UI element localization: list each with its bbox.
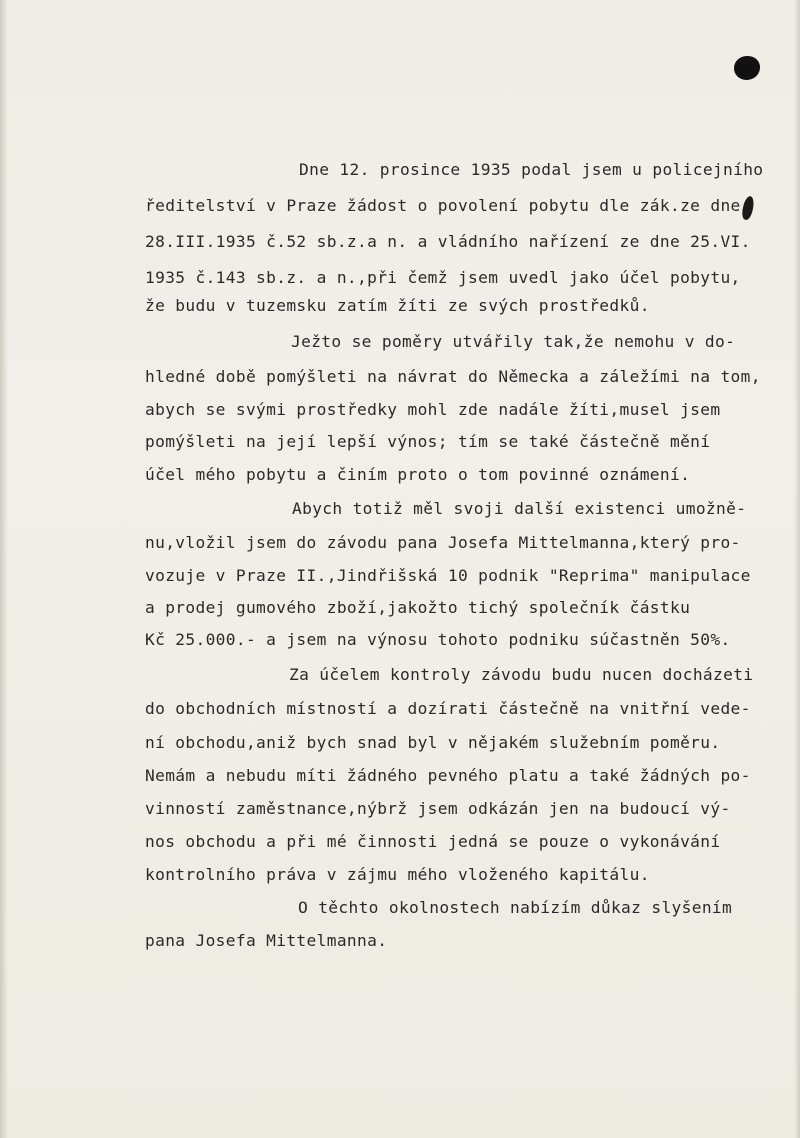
text-line: Kč 25.000.- a jsem na výnosu tohoto podniku súčastněn 50%.	[145, 630, 731, 649]
text-line: ní obchodu,aniž bych snad byl v nějakém služebním poměru.	[145, 733, 721, 752]
text-line: nos obchodu a při mé činnosti jedná se pouze o vykonávání	[145, 832, 721, 851]
text-line: a prodej gumového zboží,jakožto tichý společník částku	[145, 598, 691, 617]
text-line: nu,vložil jsem do závodu pana Josefa Mittelmanna,který pro-	[145, 533, 741, 552]
text-line: O těchto okolnostech nabízím důkaz slyšením	[298, 898, 733, 917]
text-line: že budu v tuzemsku zatím žíti ze svých prostředků.	[145, 296, 650, 315]
text-line: hledné době pomýšleti na návrat do Německa a záležími na tom,	[145, 367, 761, 386]
text-line: Nemám a nebudu míti žádného pevného platu a také žádných po-	[145, 766, 751, 785]
text-line: abych se svými prostředky mohl zde nadále žíti,musel jsem	[145, 400, 721, 419]
text-line: Ježto se poměry utvářily tak,že nemohu v do-	[291, 332, 736, 351]
text-line: 1935 č.143 sb.z. a n.,při čemž jsem uvedl jako účel pobytu,	[145, 268, 741, 287]
text-line: Abych totiž měl svoji další existenci umožně-	[292, 499, 747, 518]
text-line: 28.III.1935 č.52 sb.z.a n. a vládního nařízení ze dne 25.VI.	[145, 232, 751, 251]
text-line: účel mého pobytu a činím proto o tom povinné oznámení.	[145, 465, 691, 484]
text-line: kontrolního práva v zájmu mého vloženého kapitálu.	[145, 865, 650, 884]
text-line: vinností zaměstnance,nýbrž jsem odkázán jen na budoucí vý-	[145, 799, 731, 818]
text-line: Dne 12. prosince 1935 podal jsem u policejního	[299, 160, 764, 179]
text-line: ředitelství v Praze žádost o povolení pobytu dle zák.ze dne	[145, 196, 741, 215]
text-line: do obchodních místností a dozírati částečně na vnitřní vede-	[145, 699, 751, 718]
text-line: Za účelem kontroly závodu budu nucen docházeti	[289, 665, 754, 684]
text-line: pomýšleti na její lepší výnos; tím se také částečně mění	[145, 432, 711, 451]
text-line: vozuje v Praze II.,Jindřišská 10 podnik "Reprima" manipulace	[145, 566, 751, 585]
text-line: pana Josefa Mittelmanna.	[145, 931, 388, 950]
